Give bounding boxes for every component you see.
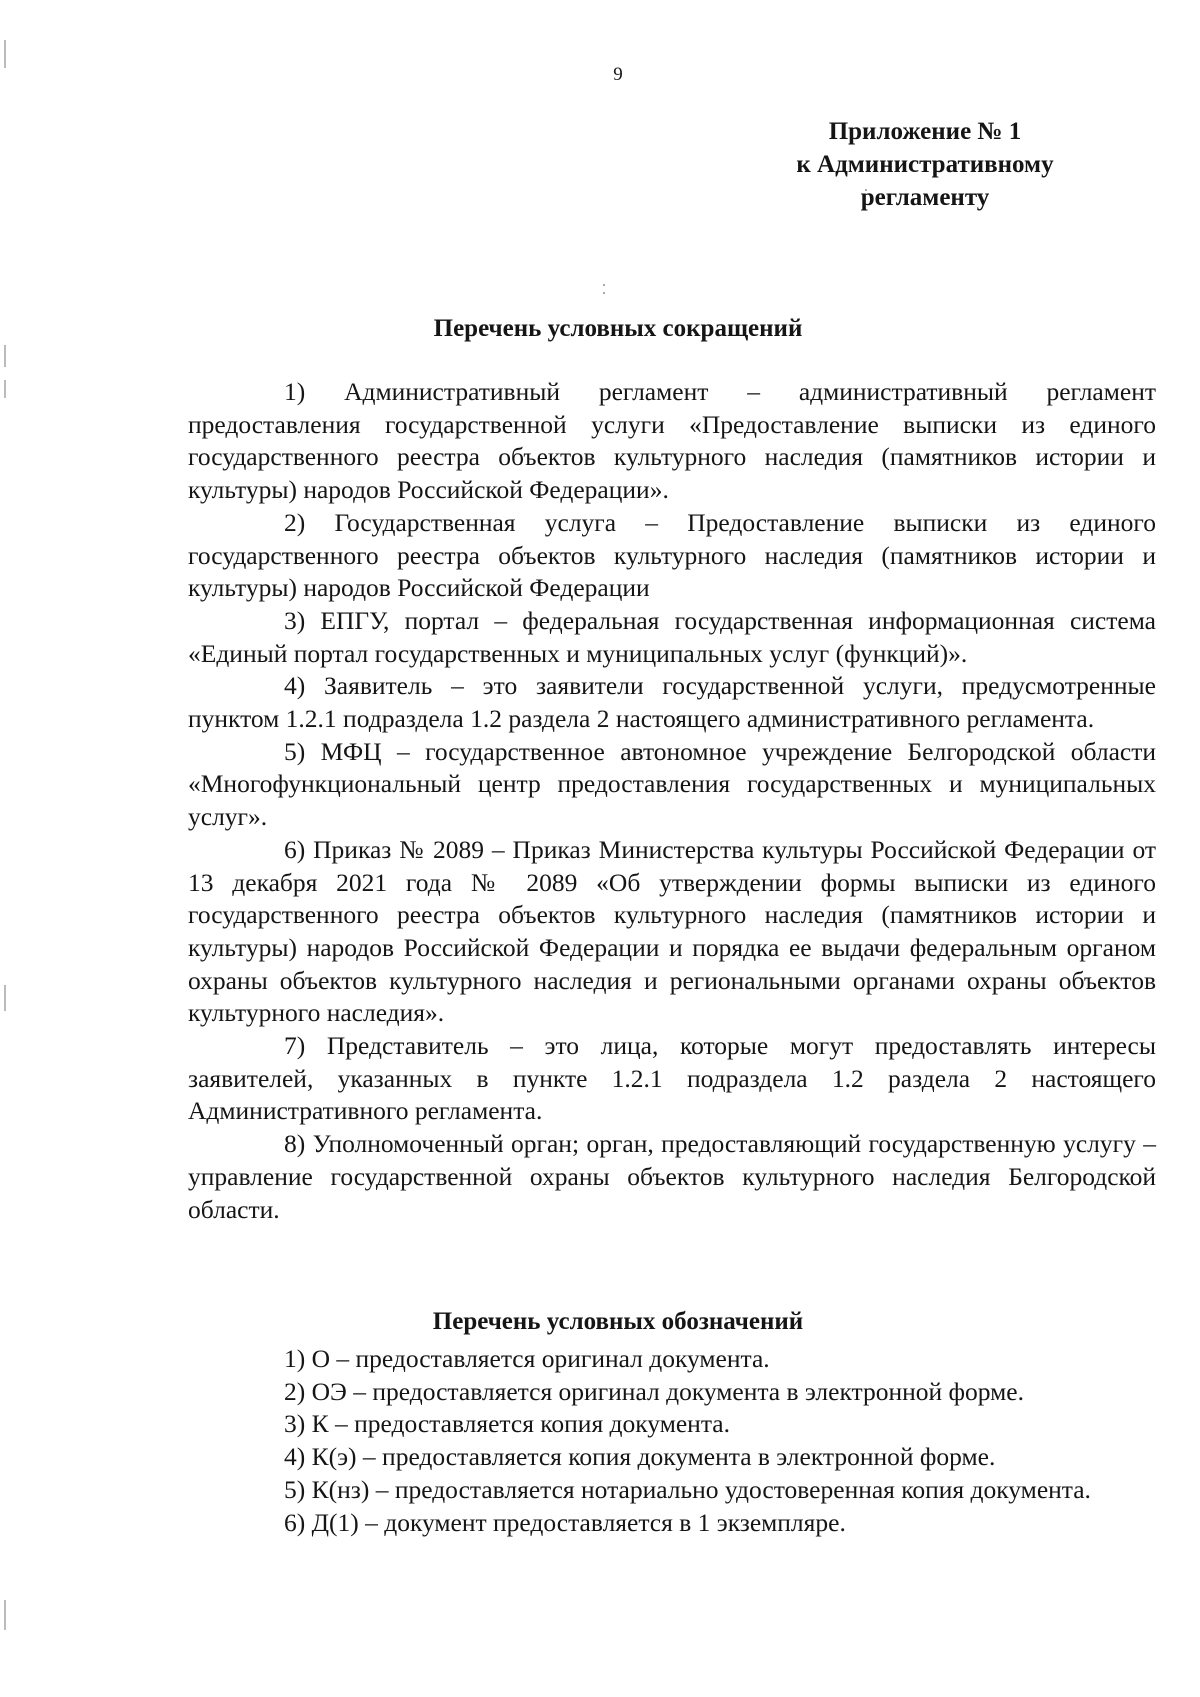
scan-edge-mark — [4, 985, 6, 1011]
abbreviation-item: 1) Административный регламент – административный регламент предоставления государственной услуги «Предоставление выписки из единого государственного реестра объектов культурного наследия (памятников истории и культуры) народов Российской Федерации». — [188, 377, 1156, 505]
abbreviation-item: 3) ЕПГУ, портал – федеральная государственная информационная система «Единый портал государственных и муниципальных услуг (функций)». — [188, 605, 1156, 668]
abbreviation-item: 2) Государственная услуга – Предоставление выписки из единого государственного реестра объектов культурного наследия (памятников истории и культуры) народов Российской Федерации — [188, 507, 1156, 603]
symbol-item: 1) О – предоставляется оригинал документа. — [284, 1344, 770, 1373]
symbols-list — [188, 1343, 1156, 1539]
scan-edge-mark — [4, 1600, 6, 1630]
scan-edge-mark — [4, 345, 6, 367]
abbreviations-heading: Перечень условных сокращений — [433, 315, 803, 342]
page-number: 9 — [613, 64, 623, 85]
symbol-item: 3) К – предоставляется копия документа. — [284, 1409, 730, 1439]
abbreviation-item: 7) Представитель – это лица, которые могут предоставлять интересы заявителей, указанных в пункте 1.2.1 подраздела 1.2 раздела 2 настоящего Административного регламента. — [188, 1031, 1156, 1126]
abbreviation-item: 5) МФЦ – государственное автономное учреждение Белгородской области «Многофункциональный центр предоставления государственных и муниципальных услуг». — [188, 736, 1156, 832]
symbol-item: 2) ОЭ – предоставляется оригинал документа в электронной форме. — [284, 1376, 1024, 1406]
appendix-line-3: регламенту — [860, 184, 990, 211]
symbol-item: 5) К(нз) – предоставляется нотариально удостоверенная копия документа. — [284, 1474, 1091, 1504]
abbreviation-item: 6) Приказ № 2089 – Приказ Министерства культуры Российской Федерации от 13 декабря 2021 года № 2089 «Об утверждении формы выписки из единого государственного реестра объектов культурного наследия (памятников истории и культуры) народов Российской Федерации и порядка ее выдачи федеральным органом охраны объектов культурного наследия и региональными органами охраны объектов культурного наследия». — [188, 834, 1156, 1028]
scan-speck — [603, 292, 605, 294]
abbreviation-item: 4) Заявитель – это заявители государственной услуги, предусмотренные пунктом 1.2.1 подраздела 1.2 раздела 2 настоящего административного регламента. — [188, 671, 1156, 734]
scan-speck — [603, 284, 605, 286]
appendix-line-1: Приложение № 1 — [828, 118, 1022, 145]
abbreviations-list — [188, 376, 1156, 1226]
appendix-header — [700, 115, 1150, 214]
symbol-item: 6) Д(1) – документ предоставляется в 1 экземпляре. — [284, 1507, 846, 1537]
scan-edge-mark — [4, 380, 6, 398]
appendix-line-2: к Административному — [796, 151, 1054, 178]
abbreviation-item: 8) Уполномоченный орган; орган, предоставляющий государственную услугу – управление государственной охраны объектов культурного наследия Белгородской области. — [188, 1129, 1156, 1224]
symbol-item: 4) К(э) – предоставляется копия документа в электронной форме. — [284, 1442, 996, 1472]
symbols-heading: Перечень условных обозначений — [432, 1308, 804, 1335]
